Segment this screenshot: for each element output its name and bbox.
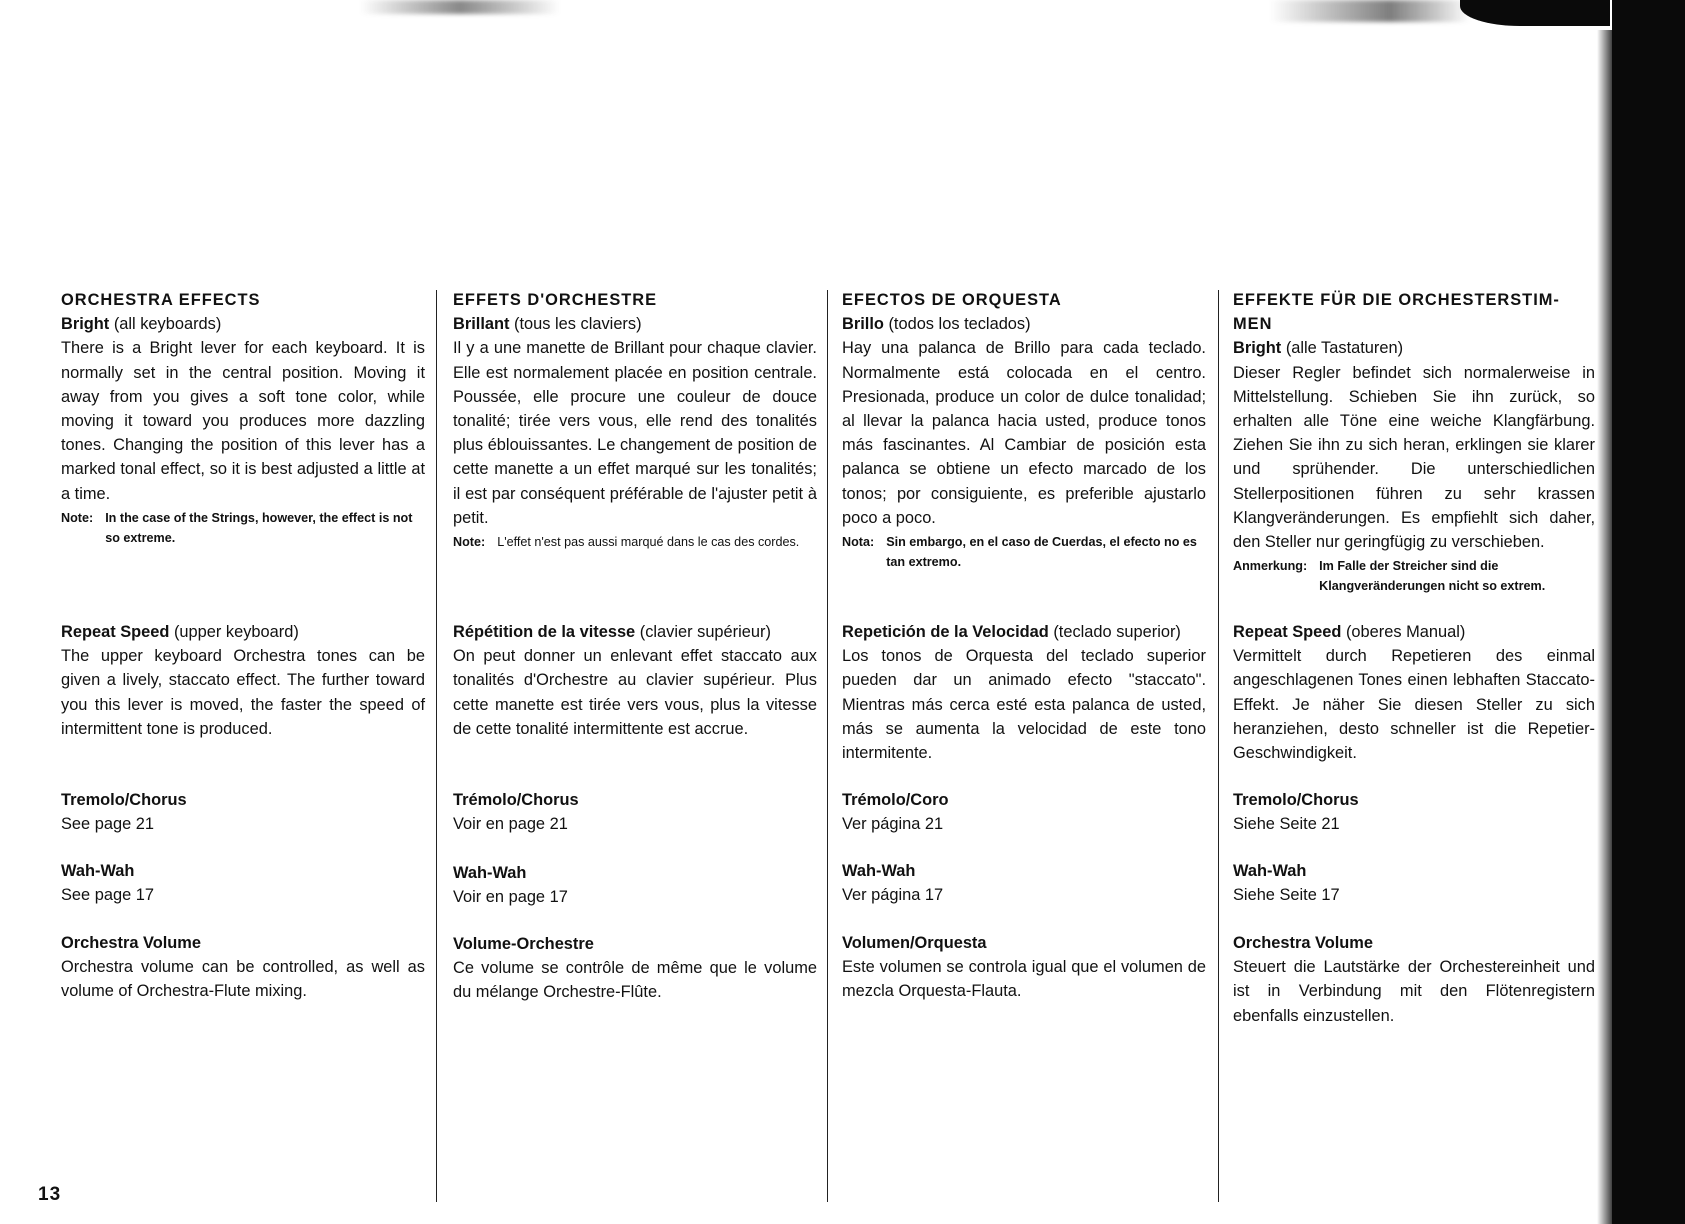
- wah-text: Voir en page 17: [453, 888, 568, 907]
- bright-text: There is a Bright lever for each keyboard. It is normally set in the central position. Moving it away from you gives a soft tone color, while moving it toward you produces more dazzling tones. Changing the position of this lever has a marked tonal effect, so it is best adjusted a little at a time.: [61, 339, 425, 503]
- bright-qualifier: (alle Tastaturen): [1285, 339, 1404, 358]
- tremolo-title: Trémolo/Coro: [842, 791, 949, 809]
- bright-qualifier: (all keyboards): [113, 315, 222, 334]
- repeat-title: Repeat Speed: [61, 623, 170, 641]
- wah-text: Ver página 17: [842, 886, 944, 905]
- tremolo-title: Tremolo/Chorus: [61, 791, 187, 809]
- section-volume: [453, 932, 817, 1005]
- note: [1233, 556, 1595, 596]
- bright-title: Brillant: [453, 315, 510, 334]
- tremolo-title: Trémolo/Chorus: [453, 791, 579, 809]
- repeat-text: On peut donner un enlevant effet staccato aux tonalités d'Orchestre au clavier supérieur. Plus cette manette est tirée vers vous, plus la vitesse de cette tonalité intermittente est accrue.: [453, 647, 817, 738]
- wah-title: Wah-Wah: [453, 864, 527, 882]
- scan-shadow-top-right: [1270, 0, 1470, 22]
- repeat-text: The upper keyboard Orchestra tones can be given a lively, staccato effect. The further toward you this lever is moved, the faster the speed of intermittent tone is produced.: [61, 647, 425, 738]
- wah-title: Wah-Wah: [61, 862, 135, 880]
- section-repeat-speed: [61, 620, 425, 741]
- bright-text: Il y a une manette de Brillant pour chaque clavier. Elle est normalement placée en position centrale. Poussée, elle procure une couleur de douce tonalité; tirée vers vous, elle rend des tonalités plus éblouissantes. Le changement de position de cette manette a un effet marqué sur les tonalités; il est par conséquent préférable de l'ajuster petit à petit.: [453, 339, 817, 527]
- repeat-title: Repetición de la Velocidad: [842, 623, 1049, 641]
- section-wah-wah: [61, 859, 425, 907]
- wah-title: Wah-Wah: [1233, 862, 1307, 880]
- page-number: 13: [38, 1184, 62, 1205]
- tremolo-text: Voir en page 21: [453, 815, 568, 834]
- section-heading: EFECTOS DE ORQUESTA: [842, 291, 1062, 309]
- repeat-qualifier: (oberes Manual): [1345, 623, 1466, 641]
- volume-text: Este volumen se controla igual que el volumen de mezcla Orquesta-Flauta.: [842, 958, 1206, 1001]
- section-heading: EFFEKTE FÜR DIE ORCHESTERSTIM-MEN: [1233, 291, 1560, 334]
- note-label: Note:: [453, 535, 486, 550]
- section-bright: [842, 288, 1206, 572]
- column-divider: [827, 290, 828, 1202]
- repeat-qualifier: (upper keyboard): [173, 623, 299, 641]
- column-divider: [436, 290, 437, 1202]
- section-heading: EFFETS D'ORCHESTRE: [453, 291, 658, 309]
- section-repeat-speed: [453, 620, 817, 741]
- repeat-qualifier: (teclado superior): [1053, 623, 1181, 641]
- note-label: Note:: [61, 510, 94, 525]
- note-text: Sin embargo, en el caso de Cuerdas, el efecto no es tan extremo.: [886, 535, 1197, 570]
- tremolo-text: Siehe Seite 21: [1233, 815, 1340, 834]
- note-label: Nota:: [842, 535, 875, 550]
- note-label: Anmerkung:: [1233, 559, 1308, 574]
- section-tremolo: [1233, 788, 1595, 836]
- section-bright: [453, 288, 817, 552]
- section-volume: [61, 931, 425, 1004]
- section-bright: [61, 288, 425, 548]
- scan-shadow-top-left: [360, 0, 560, 14]
- section-tremolo: [61, 788, 425, 836]
- section-repeat-speed: [842, 620, 1206, 765]
- note-text: In the case of the Strings, however, the effect is not so extreme.: [105, 510, 413, 545]
- section-bright: [1233, 288, 1595, 596]
- volume-title: Orchestra Volume: [61, 934, 201, 952]
- column-divider: [1218, 290, 1219, 1202]
- wah-text: See page 17: [61, 886, 154, 905]
- tremolo-title: Tremolo/Chorus: [1233, 791, 1359, 809]
- repeat-title: Repeat Speed: [1233, 623, 1342, 641]
- repeat-text: Los tonos de Orquesta del teclado superior pueden dar un animado efecto "staccato". Mientras más cerca esté esta palanca de usted, más se aumenta la velocidad de este tono intermitente.: [842, 647, 1206, 763]
- bright-title: Bright: [1233, 339, 1282, 358]
- note: [842, 532, 1206, 572]
- repeat-text: Vermittelt durch Repetieren des einmal angeschlagenen Tones einen lebhaften Staccato-Effekt. Je näher Sie diesen Steller zu sich heranziehen, desto schneller ist die Repetier-Geschwindigkeit.: [1233, 647, 1595, 763]
- note-text: Im Falle der Streicher sind die Klangveränderungen nicht so extrem.: [1319, 559, 1546, 594]
- bright-qualifier: (todos los teclados): [888, 315, 1031, 334]
- repeat-qualifier: (clavier supérieur): [639, 623, 771, 641]
- volume-title: Orchestra Volume: [1233, 934, 1373, 952]
- wah-title: Wah-Wah: [842, 862, 916, 880]
- wah-text: Siehe Seite 17: [1233, 886, 1340, 905]
- bright-title: Brillo: [842, 315, 884, 334]
- volume-text: Orchestra volume can be controlled, as well as volume of Orchestra-Flute mixing.: [61, 958, 425, 1001]
- repeat-title: Répétition de la vitesse: [453, 623, 636, 641]
- volume-title: Volumen/Orquesta: [842, 934, 987, 952]
- bright-text: Hay una palanca de Brillo para cada teclado. Normalmente está colocada en el centro. Presionada, produce un color de dulce tonalidad; al llevar la palanca hacia usted, produce tonos más fascinantes. Al Cambiar de posición esta palanca se obtiene un efecto marcado de los tonos; por consiguiente, es preferible ajustarlo poco a poco.: [842, 339, 1206, 527]
- volume-text: Steuert die Lautstärke der Orchestereinheit und ist in Verbindung mit den Flötenregistern ebenfalls einzustellen.: [1233, 958, 1595, 1025]
- section-wah-wah: [453, 861, 817, 909]
- section-repeat-speed: [1233, 620, 1595, 765]
- note: [61, 508, 425, 548]
- section-wah-wah: [1233, 859, 1595, 907]
- note: [453, 532, 817, 552]
- scan-shadow-right-edge: [1612, 0, 1685, 1224]
- section-wah-wah: [842, 859, 1206, 907]
- section-tremolo: [842, 788, 1206, 836]
- tremolo-text: Ver página 21: [842, 815, 944, 834]
- bright-text: Dieser Regler befindet sich normalerweise in Mittelstellung. Schieben Sie ihn zurück, so erhalten alle Töne eine weiche Klangfärbung. Ziehen Sie ihn zu sich heran, erklingen sie klarer und sprühender. Die unterschiedlichen Stellerpositionen führen zu sehr krassen Klangveränderungen. Es empfiehlt sich daher, den Steller nur geringfügig zu verschieben.: [1233, 363, 1595, 552]
- section-tremolo: [453, 788, 817, 836]
- section-heading: ORCHESTRA EFFECTS: [61, 291, 261, 309]
- bright-qualifier: (tous les claviers): [514, 315, 642, 334]
- scan-shadow-corner: [1460, 0, 1610, 26]
- section-volume: [1233, 931, 1595, 1028]
- volume-text: Ce volume se contrôle de même que le volume du mélange Orchestre-Flûte.: [453, 959, 817, 1002]
- bright-title: Bright: [61, 315, 110, 334]
- section-volume: [842, 931, 1206, 1004]
- note-text: L'effet n'est pas aussi marqué dans le cas des cordes.: [497, 535, 800, 550]
- volume-title: Volume-Orchestre: [453, 935, 594, 953]
- tremolo-text: See page 21: [61, 815, 154, 834]
